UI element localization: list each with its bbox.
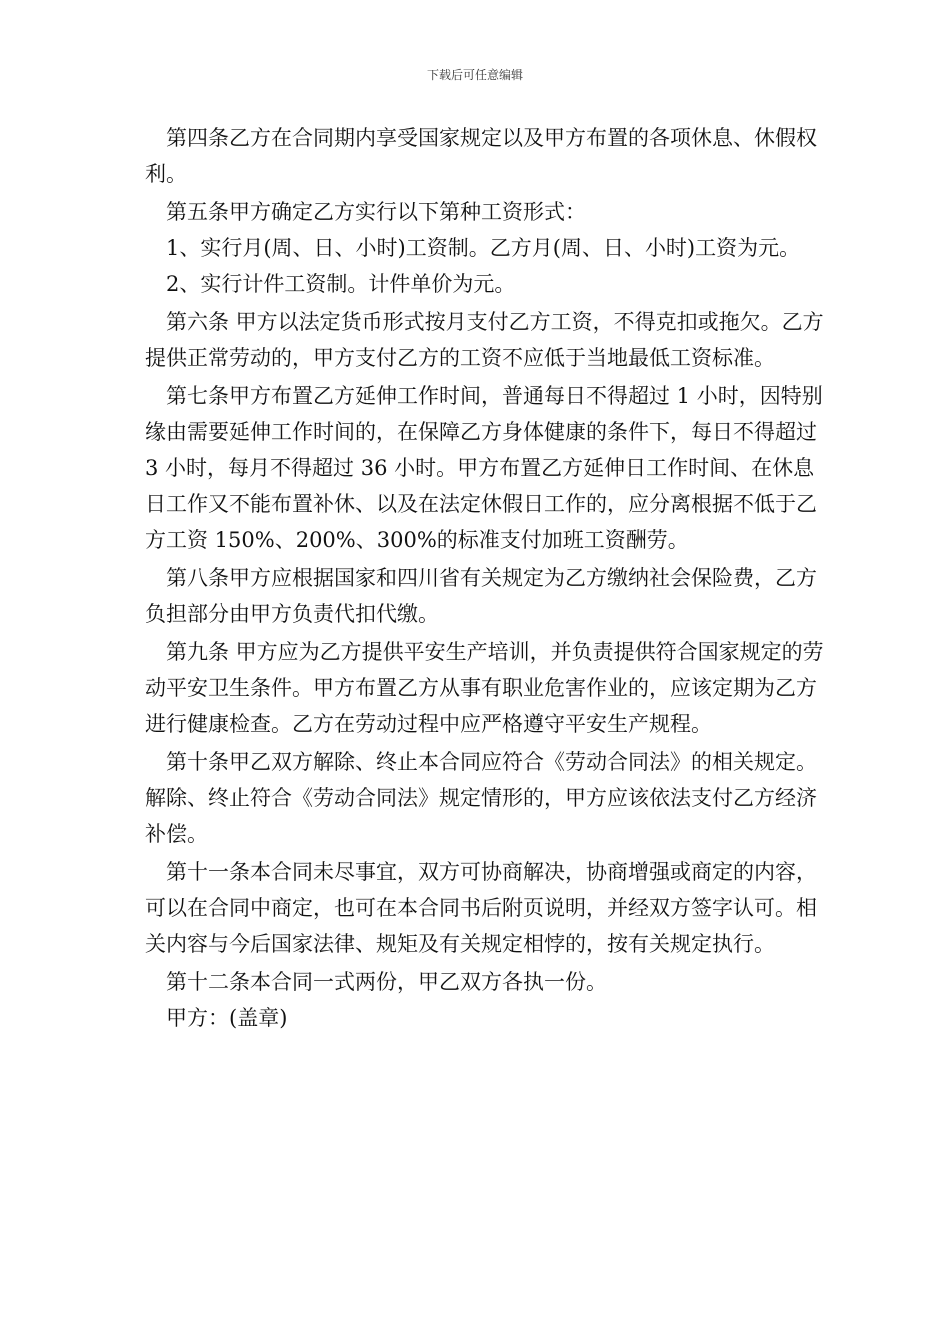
article-9: 第九条 甲方应为乙方提供平安生产培训，并负责提供符合国家规定的劳动平安卫生条件。甲方布置乙方从事有职业危害作业的，应该定期为乙方进行健康检查。乙方在劳动过程中应严格遵守平安生产规程。 [145, 640, 824, 736]
header-note: 下载后可任意编辑 [426, 68, 523, 82]
article-10: 第十条甲乙双方解除、终止本合同应符合《劳动合同法》的相关规定。解除、终止符合《劳动合同法》规定情形的，甲方应该依法支付乙方经济补偿。 [145, 750, 817, 846]
article-5-item-1: 1、实行月(周、日、小时)工资制。乙方月(周、日、小时)工资为元。 [166, 236, 801, 260]
article-6: 第六条 甲方以法定货币形式按月支付乙方工资，不得克扣或拖欠。乙方提供正常劳动的，甲方支付乙方的工资不应低于当地最低工资标准。 [145, 310, 824, 370]
article-11: 第十一条本合同未尽事宜，双方可协商解决，协商增强或商定的内容， 可以在合同中商定，也可在本合同书后附页说明，并经双方签字认可。相关内容与今后国家法律、规矩及有关规定相悖的，按有关规定执行。 [145, 860, 817, 956]
article-4: 第四条乙方在合同期内享受国家规定以及甲方布置的各项休息、休假权利。 [145, 126, 817, 186]
article-5-item-2: 2、实行计件工资制。计件单价为元。 [166, 272, 516, 296]
article-5: 第五条甲方确定乙方实行以下第种工资形式： [166, 200, 586, 224]
article-8: 第八条甲方应根据国家和四川省有关规定为乙方缴纳社会保险费，乙方负担部分由甲方负责代扣代缴。 [145, 566, 817, 626]
article-7: 第七条甲方布置乙方延伸工作时间，普通每日不得超过 1 小时，因特别缘由需要延伸工作时间的，在保障乙方身体健康的条件下，每日不得超过 3 小时，每月不得超过 36 小时。甲方布置乙方延伸日工作时间、在休息日工作又不能布置补休、以及在法定休假日工作的，应分离根据不低于乙方工资 150%、200%、300%的标准支付加班工资酬劳。 [145, 384, 823, 552]
document-body [145, 120, 825, 1038]
party-a-seal-line: 甲方：(盖章) [166, 1006, 288, 1030]
article-12: 第十二条本合同一式两份，甲乙双方各执一份。 [166, 970, 607, 994]
